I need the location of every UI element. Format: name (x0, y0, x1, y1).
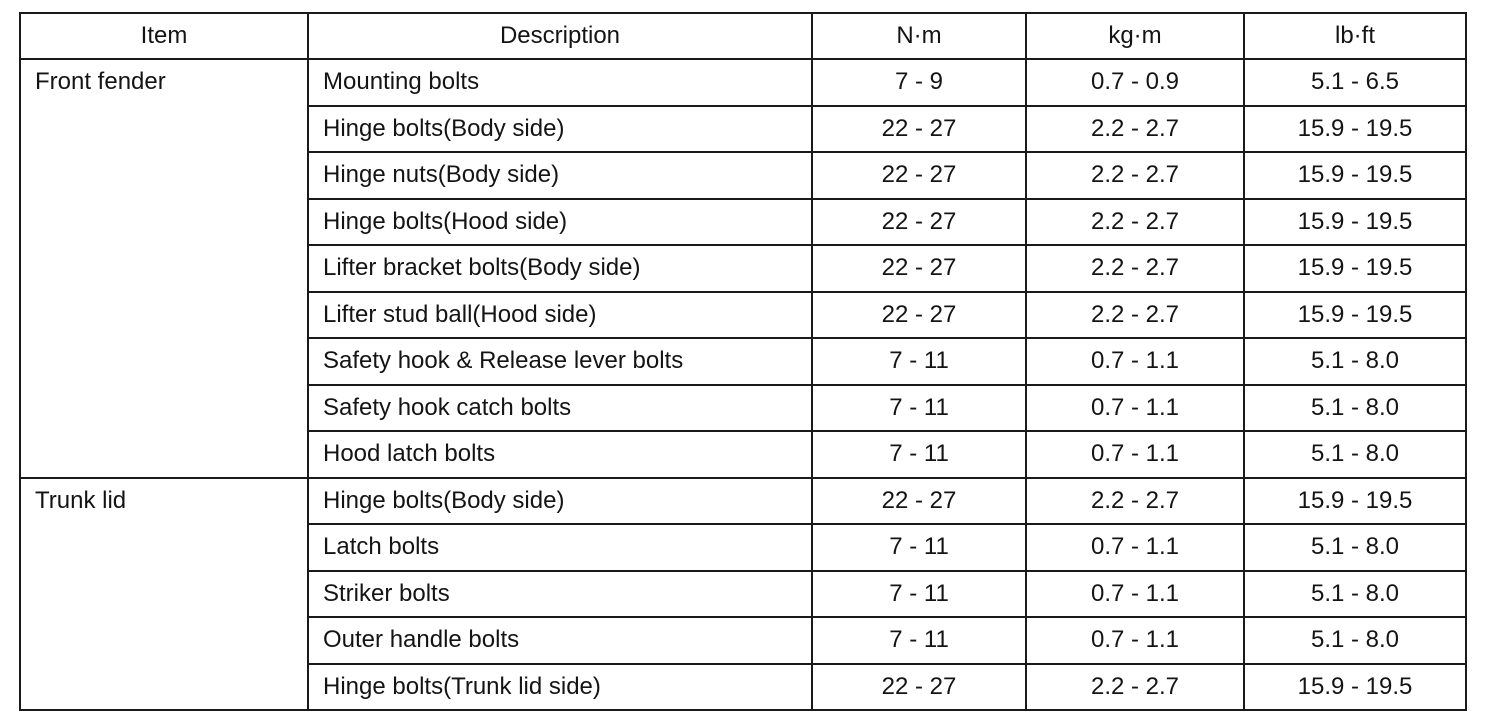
nm-cell: 22 - 27 (812, 478, 1026, 525)
description-cell: Hood latch bolts (308, 431, 812, 478)
lbft-cell: 15.9 - 19.5 (1244, 199, 1466, 246)
nm-cell: 22 - 27 (812, 199, 1026, 246)
nm-cell: 7 - 11 (812, 524, 1026, 571)
description-cell: Lifter bracket bolts(Body side) (308, 245, 812, 292)
kgm-cell: 0.7 - 0.9 (1026, 59, 1244, 106)
header-lbft: lb·ft (1244, 13, 1466, 59)
lbft-cell: 5.1 - 8.0 (1244, 571, 1466, 618)
description-cell: Hinge bolts(Hood side) (308, 199, 812, 246)
description-cell: Hinge bolts(Body side) (308, 478, 812, 525)
nm-cell: 7 - 11 (812, 338, 1026, 385)
lbft-cell: 5.1 - 6.5 (1244, 59, 1466, 106)
kgm-cell: 0.7 - 1.1 (1026, 338, 1244, 385)
header-row (20, 13, 1466, 59)
lbft-cell: 15.9 - 19.5 (1244, 106, 1466, 153)
nm-cell: 7 - 11 (812, 571, 1026, 618)
kgm-cell: 2.2 - 2.7 (1026, 478, 1244, 525)
description-cell: Safety hook & Release lever bolts (308, 338, 812, 385)
description-cell: Hinge bolts(Body side) (308, 106, 812, 153)
description-cell: Latch bolts (308, 524, 812, 571)
kgm-cell: 0.7 - 1.1 (1026, 385, 1244, 432)
item-group-label: Trunk lid (20, 478, 308, 711)
kgm-cell: 2.2 - 2.7 (1026, 199, 1244, 246)
nm-cell: 7 - 9 (812, 59, 1026, 106)
nm-cell: 22 - 27 (812, 106, 1026, 153)
lbft-cell: 5.1 - 8.0 (1244, 431, 1466, 478)
nm-cell: 7 - 11 (812, 385, 1026, 432)
nm-cell: 22 - 27 (812, 245, 1026, 292)
header-kgm: kg·m (1026, 13, 1244, 59)
table-row (20, 59, 1466, 106)
description-cell: Mounting bolts (308, 59, 812, 106)
lbft-cell: 5.1 - 8.0 (1244, 338, 1466, 385)
description-cell: Hinge bolts(Trunk lid side) (308, 664, 812, 711)
lbft-cell: 5.1 - 8.0 (1244, 617, 1466, 664)
header-description: Description (308, 13, 812, 59)
lbft-cell: 15.9 - 19.5 (1244, 664, 1466, 711)
torque-spec-table (19, 12, 1467, 711)
lbft-cell: 5.1 - 8.0 (1244, 524, 1466, 571)
lbft-cell: 15.9 - 19.5 (1244, 152, 1466, 199)
kgm-cell: 0.7 - 1.1 (1026, 524, 1244, 571)
description-cell: Safety hook catch bolts (308, 385, 812, 432)
lbft-cell: 15.9 - 19.5 (1244, 478, 1466, 525)
kgm-cell: 2.2 - 2.7 (1026, 152, 1244, 199)
description-cell: Striker bolts (308, 571, 812, 618)
description-cell: Outer handle bolts (308, 617, 812, 664)
nm-cell: 22 - 27 (812, 292, 1026, 339)
description-cell: Hinge nuts(Body side) (308, 152, 812, 199)
nm-cell: 7 - 11 (812, 431, 1026, 478)
kgm-cell: 2.2 - 2.7 (1026, 245, 1244, 292)
table-row (20, 478, 1466, 525)
lbft-cell: 15.9 - 19.5 (1244, 292, 1466, 339)
header-item: Item (20, 13, 308, 59)
nm-cell: 22 - 27 (812, 664, 1026, 711)
kgm-cell: 2.2 - 2.7 (1026, 106, 1244, 153)
table-body (20, 59, 1466, 710)
nm-cell: 7 - 11 (812, 617, 1026, 664)
item-group-label: Front fender (20, 59, 308, 478)
nm-cell: 22 - 27 (812, 152, 1026, 199)
kgm-cell: 0.7 - 1.1 (1026, 617, 1244, 664)
lbft-cell: 15.9 - 19.5 (1244, 245, 1466, 292)
kgm-cell: 2.2 - 2.7 (1026, 292, 1244, 339)
description-cell: Lifter stud ball(Hood side) (308, 292, 812, 339)
header-nm: N·m (812, 13, 1026, 59)
kgm-cell: 2.2 - 2.7 (1026, 664, 1244, 711)
kgm-cell: 0.7 - 1.1 (1026, 431, 1244, 478)
kgm-cell: 0.7 - 1.1 (1026, 571, 1244, 618)
lbft-cell: 5.1 - 8.0 (1244, 385, 1466, 432)
